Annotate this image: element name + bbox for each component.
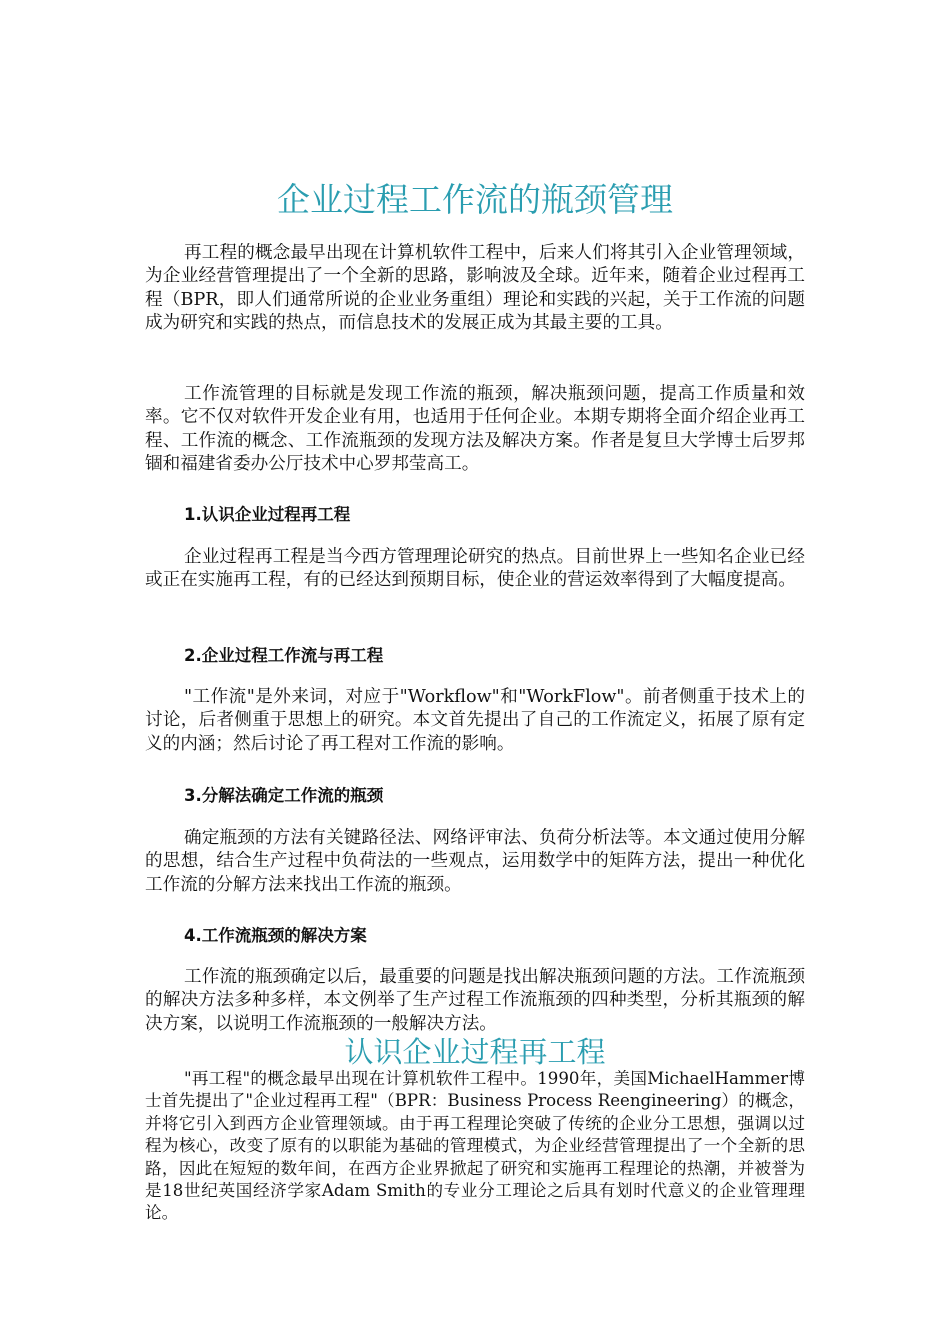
intro-paragraph-2: 工作流管理的目标就是发现工作流的瓶颈，解决瓶颈问题，提高工作质量和效率。它不仅对软件开发企业有用，也适用于任何企业。本期专期将全面介绍企业再工程、工作流的概念、工作流瓶颈的发现方法及解决方案。作者是复旦大学博士后罗邦锢和福建省委办公厅技术中心罗邦莹高工。 [145, 384, 805, 475]
section-text-2: "工作流"是外来词，对应于"Workflow"和"WorkFlow"。前者侧重于技术上的讨论，后者侧重于思想上的研究。本文首先提出了自己的工作流定义，拓展了原有定义的内涵；然后讨论了再工程对工作流的影响。 [145, 687, 805, 754]
section-heading-3: 3.分解法确定工作流的瓶颈 [184, 786, 384, 805]
section-subtitle: 认识企业过程再工程 [344, 1035, 606, 1069]
body-paragraph-1: "再工程"的概念最早出现在计算机软件工程中。1990年，美国MichaelHammer博士首先提出了"企业过程再工程"（BPR：Business Process Reengineering）的概念，并将它引入到西方企业管理领域。由于再工程理论突破了传统的企业分工思想，强调以过程为核心，改变了原有的以职能为基础的管理模式，为企业经营管理提出了一个全新的思路，因此在短短的数年间，在西方企业界掀起了研究和实施再工程理论的热潮，并被誉为是18世纪英国经济学家Adam Smith的专业分工理论之后具有划时代意义的企业管理理论。 [145, 1069, 805, 1223]
section-heading-2: 2.企业过程工作流与再工程 [184, 646, 384, 665]
document-title: 企业过程工作流的瓶颈管理 [277, 180, 673, 219]
section-heading-1: 1.认识企业过程再工程 [184, 505, 351, 524]
intro-paragraph-1: 再工程的概念最早出现在计算机软件工程中，后来人们将其引入企业管理领域，为企业经营管理提出了一个全新的思路，影响波及全球。近年来，随着企业过程再工程（BPR，即人们通常所说的企业业务重组）理论和实践的兴起，关于工作流的问题成为研究和实践的热点，而信息技术的发展正成为其最主要的工具。 [145, 243, 805, 334]
section-heading-4: 4.工作流瓶颈的解决方案 [184, 926, 367, 945]
section-text-4: 工作流的瓶颈确定以后，最重要的问题是找出解决瓶颈问题的方法。工作流瓶颈的解决方法多种多样，本文例举了生产过程工作流瓶颈的四种类型，分析其瓶颈的解决方案，以说明工作流瓶颈的一般解决方法。 [145, 967, 805, 1034]
section-text-1: 企业过程再工程是当今西方管理理论研究的热点。目前世界上一些知名企业已经或正在实施再工程，有的已经达到预期目标，使企业的营运效率得到了大幅度提高。 [145, 547, 805, 591]
section-text-3: 确定瓶颈的方法有关键路径法、网络评审法、负荷分析法等。本文通过使用分解的思想，结合生产过程中负荷法的一些观点，运用数学中的矩阵方法，提出一种优化工作流的分解方法来找出工作流的瓶颈。 [145, 828, 805, 895]
